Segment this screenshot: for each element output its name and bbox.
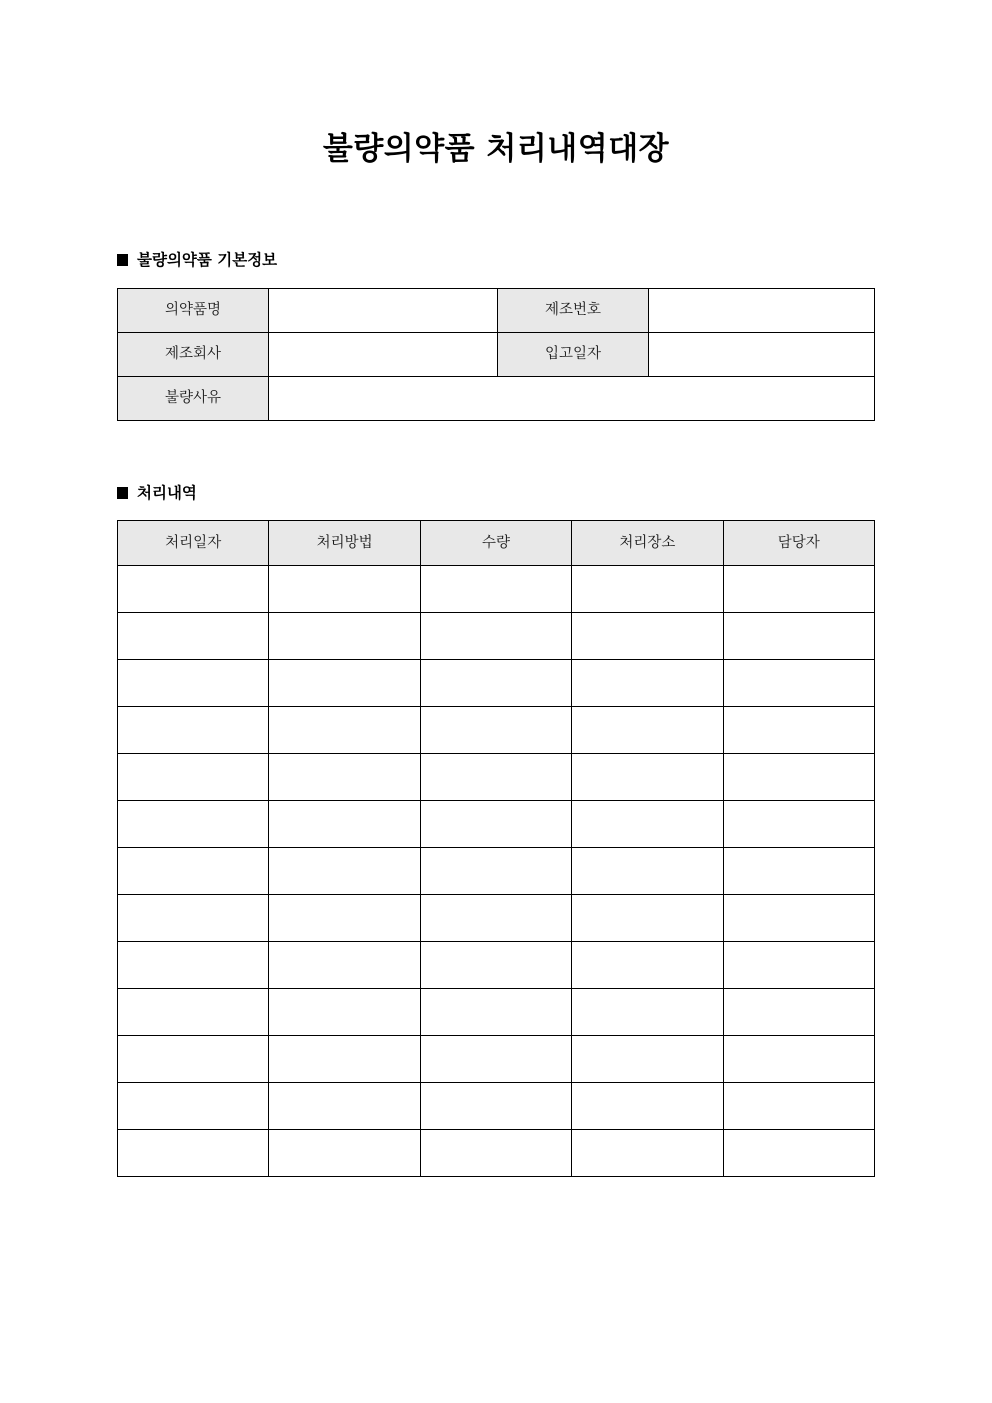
cell-disposal-location[interactable] — [572, 989, 723, 1036]
cell-disposal-location[interactable] — [572, 1083, 723, 1130]
field-value-defect-reason[interactable] — [269, 377, 875, 421]
section-heading-disposal-log — [117, 484, 197, 503]
cell-quantity[interactable] — [420, 566, 571, 613]
table-row — [118, 801, 875, 848]
cell-person-in-charge[interactable] — [723, 1036, 874, 1083]
disposal-log-table-body — [118, 566, 875, 1177]
table-row — [118, 1036, 875, 1083]
cell-disposal-location[interactable] — [572, 1036, 723, 1083]
cell-person-in-charge[interactable] — [723, 754, 874, 801]
column-header-quantity: 수량 — [420, 521, 571, 566]
cell-disposal-location[interactable] — [572, 754, 723, 801]
cell-quantity[interactable] — [420, 707, 571, 754]
section-heading-basic-info-label: 불량의약품 기본정보 — [137, 251, 278, 269]
cell-disposal-date[interactable] — [118, 989, 269, 1036]
disposal-log-table — [117, 520, 875, 1177]
table-row — [118, 754, 875, 801]
field-value-manufacturer[interactable] — [269, 333, 498, 377]
table-row — [118, 989, 875, 1036]
cell-disposal-method[interactable] — [269, 1036, 420, 1083]
cell-quantity[interactable] — [420, 660, 571, 707]
table-row — [118, 848, 875, 895]
cell-quantity[interactable] — [420, 1036, 571, 1083]
cell-person-in-charge[interactable] — [723, 848, 874, 895]
field-label-defect-reason: 불량사유 — [118, 377, 269, 421]
cell-disposal-location[interactable] — [572, 707, 723, 754]
table-row — [118, 613, 875, 660]
cell-quantity[interactable] — [420, 613, 571, 660]
cell-quantity[interactable] — [420, 848, 571, 895]
cell-person-in-charge[interactable] — [723, 1130, 874, 1177]
section-heading-disposal-log-label: 처리내역 — [137, 484, 197, 502]
cell-disposal-location[interactable] — [572, 895, 723, 942]
cell-disposal-location[interactable] — [572, 801, 723, 848]
cell-person-in-charge[interactable] — [723, 707, 874, 754]
table-row — [118, 333, 875, 377]
cell-quantity[interactable] — [420, 1130, 571, 1177]
cell-quantity[interactable] — [420, 942, 571, 989]
cell-quantity[interactable] — [420, 1083, 571, 1130]
cell-disposal-location[interactable] — [572, 942, 723, 989]
cell-disposal-date[interactable] — [118, 942, 269, 989]
table-row — [118, 377, 875, 421]
black-square-bullet-icon — [117, 487, 128, 499]
cell-disposal-method[interactable] — [269, 613, 420, 660]
cell-disposal-date[interactable] — [118, 801, 269, 848]
cell-disposal-location[interactable] — [572, 1130, 723, 1177]
field-value-drug-name[interactable] — [269, 289, 498, 333]
field-label-drug-name: 의약품명 — [118, 289, 269, 333]
cell-disposal-date[interactable] — [118, 707, 269, 754]
section-heading-basic-info — [117, 251, 277, 270]
cell-person-in-charge[interactable] — [723, 660, 874, 707]
field-value-lot-number[interactable] — [649, 289, 875, 333]
cell-disposal-method[interactable] — [269, 989, 420, 1036]
cell-person-in-charge[interactable] — [723, 942, 874, 989]
cell-disposal-location[interactable] — [572, 613, 723, 660]
cell-disposal-method[interactable] — [269, 848, 420, 895]
cell-disposal-method[interactable] — [269, 660, 420, 707]
cell-quantity[interactable] — [420, 895, 571, 942]
disposal-log-table-head — [118, 521, 875, 566]
cell-disposal-date[interactable] — [118, 1036, 269, 1083]
cell-disposal-location[interactable] — [572, 848, 723, 895]
basic-info-table — [117, 288, 875, 421]
page-title: 불량의약품 처리내역대장 — [322, 131, 670, 167]
cell-disposal-date[interactable] — [118, 895, 269, 942]
cell-disposal-method[interactable] — [269, 942, 420, 989]
cell-disposal-date[interactable] — [118, 1083, 269, 1130]
cell-disposal-date[interactable] — [118, 1130, 269, 1177]
table-row — [118, 707, 875, 754]
cell-quantity[interactable] — [420, 801, 571, 848]
table-row — [118, 660, 875, 707]
cell-quantity[interactable] — [420, 989, 571, 1036]
cell-disposal-method[interactable] — [269, 1083, 420, 1130]
table-row — [118, 942, 875, 989]
field-value-received-date[interactable] — [649, 333, 875, 377]
cell-person-in-charge[interactable] — [723, 801, 874, 848]
cell-person-in-charge[interactable] — [723, 989, 874, 1036]
black-square-bullet-icon — [117, 254, 128, 266]
cell-disposal-date[interactable] — [118, 848, 269, 895]
table-row — [118, 1083, 875, 1130]
field-label-received-date: 입고일자 — [498, 333, 649, 377]
cell-person-in-charge[interactable] — [723, 1083, 874, 1130]
cell-disposal-method[interactable] — [269, 566, 420, 613]
cell-person-in-charge[interactable] — [723, 613, 874, 660]
cell-disposal-method[interactable] — [269, 707, 420, 754]
cell-disposal-location[interactable] — [572, 566, 723, 613]
field-label-manufacturer: 제조회사 — [118, 333, 269, 377]
table-row — [118, 895, 875, 942]
cell-disposal-date[interactable] — [118, 754, 269, 801]
cell-disposal-date[interactable] — [118, 660, 269, 707]
cell-disposal-method[interactable] — [269, 1130, 420, 1177]
cell-person-in-charge[interactable] — [723, 895, 874, 942]
column-header-disposal-date: 처리일자 — [118, 521, 269, 566]
cell-person-in-charge[interactable] — [723, 566, 874, 613]
cell-disposal-method[interactable] — [269, 754, 420, 801]
cell-disposal-method[interactable] — [269, 801, 420, 848]
cell-quantity[interactable] — [420, 754, 571, 801]
column-header-person-in-charge: 담당자 — [723, 521, 874, 566]
column-header-disposal-method: 처리방법 — [269, 521, 420, 566]
table-row — [118, 566, 875, 613]
field-label-lot-number: 제조번호 — [498, 289, 649, 333]
table-header-row — [118, 521, 875, 566]
cell-disposal-location[interactable] — [572, 660, 723, 707]
table-row — [118, 1130, 875, 1177]
cell-disposal-date[interactable] — [118, 613, 269, 660]
column-header-disposal-location: 처리장소 — [572, 521, 723, 566]
table-row — [118, 289, 875, 333]
cell-disposal-date[interactable] — [118, 566, 269, 613]
cell-disposal-method[interactable] — [269, 895, 420, 942]
